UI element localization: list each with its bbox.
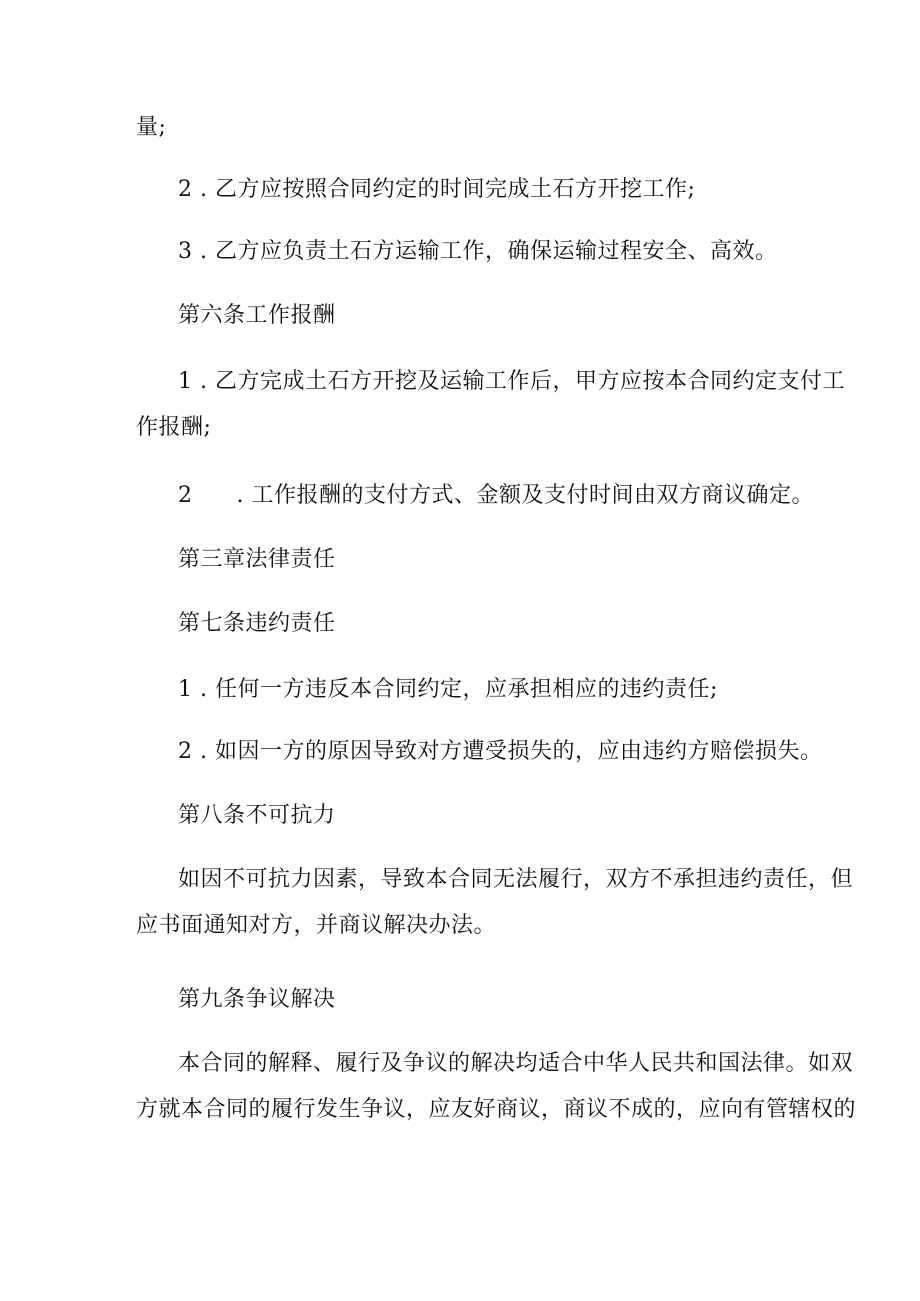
text-line-5: 1 . 乙方完成土石方开挖及运输工作后，甲方应按本合同约定支付工 xyxy=(178,369,845,394)
chapter-heading-3: 第三章法律责任 xyxy=(178,547,336,572)
text-line-2: 2 . 乙方应按照合同约定的时间完成土石方开挖工作; xyxy=(178,177,696,202)
text-line-13: 如因不可抗力因素，导致本合同无法履行，双方不承担违约责任，但 xyxy=(178,867,854,892)
text-line-17: 方就本合同的履行发生争议，应友好商议，商议不成的，应向有管辖权的 xyxy=(136,1097,857,1122)
text-line-16: 本合同的解释、履行及争议的解决均适合中华人民共和国法律。如双 xyxy=(178,1051,854,1076)
text-line-14: 应书面通知对方，并商议解决办法。 xyxy=(136,913,497,938)
list-text: . 工作报酬的支付方式、金额及支付时间由双方商议确定。 xyxy=(236,483,814,508)
text-line-11: 2 . 如因一方的原因导致对方遭受损失的，应由违约方赔偿损失。 xyxy=(178,739,823,764)
text-line-1: 量; xyxy=(136,115,167,140)
text-line-3: 3 . 乙方应负责土石方运输工作，确保运输过程安全、高效。 xyxy=(178,239,778,264)
text-line-6: 作报酬; xyxy=(136,415,212,440)
section-heading-article-7: 第七条违约责任 xyxy=(178,611,336,636)
section-heading-article-9: 第九条争议解决 xyxy=(178,987,336,1012)
section-heading-article-6: 第六条工作报酬 xyxy=(178,303,336,328)
section-heading-article-8: 第八条不可抗力 xyxy=(178,803,336,828)
text-line-7 xyxy=(178,482,814,510)
text-line-10: 1 . 任何一方违反本合同约定，应承担相应的违约责任; xyxy=(178,677,718,702)
list-number: 2 xyxy=(178,483,193,508)
